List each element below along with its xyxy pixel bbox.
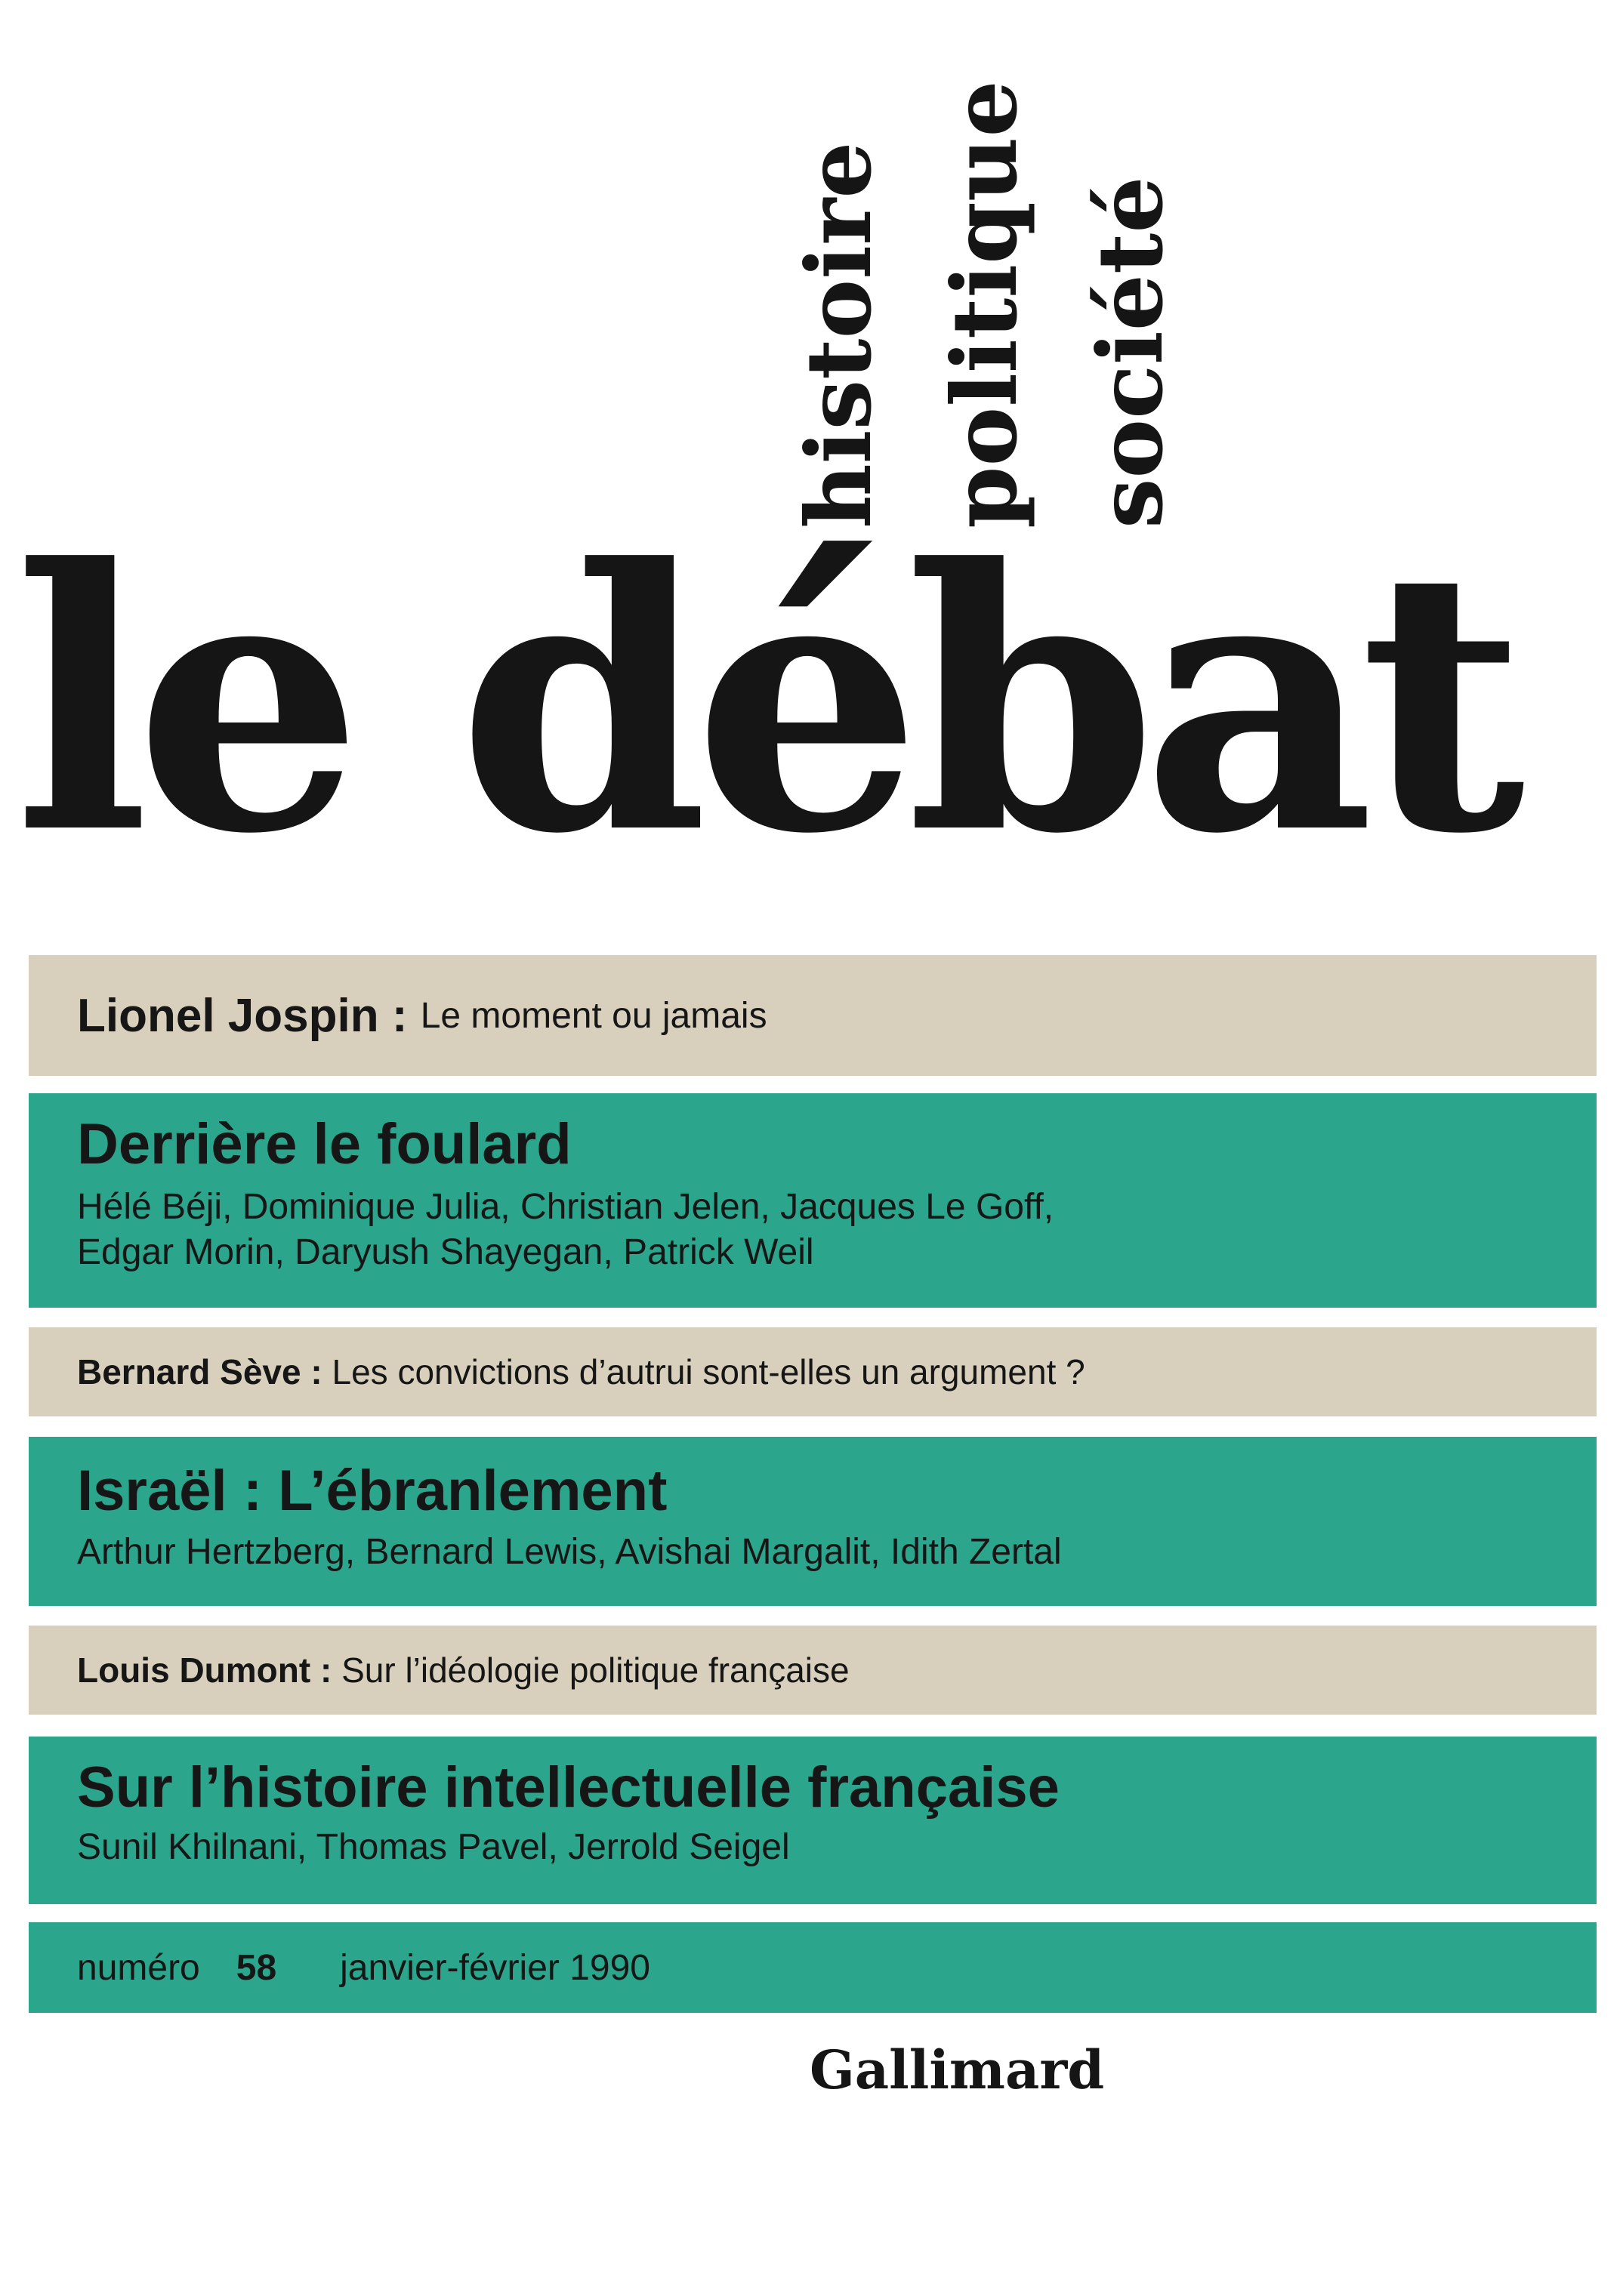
issue-band (29, 1922, 1597, 2013)
feature-title: Sur l’idéologie politique française (341, 1650, 850, 1690)
dossier-band-israel (29, 1437, 1597, 1606)
feature-author: Louis Dumont (77, 1650, 311, 1690)
dossier-band-foulard (29, 1093, 1597, 1308)
feature-band-jospin (29, 955, 1597, 1076)
feature-separator: : (301, 1352, 332, 1391)
dossier-contributors: Sunil Khilnani, Thomas Pavel, Jerrold Seigel (77, 1827, 790, 1868)
issue-number: 58 (236, 1947, 277, 1988)
dossier-heading: Sur l’histoire intellectuelle française (77, 1755, 1060, 1820)
feature-separator: : (378, 989, 421, 1042)
series-word-politique: politique (932, 80, 1037, 529)
series-word-societe: société (1078, 176, 1183, 529)
dossier-contributors: Arthur Hertzberg, Bernard Lewis, Avishai Margalit, Idith Zertal (77, 1532, 1062, 1573)
issue-date: janvier-février 1990 (340, 1947, 650, 1988)
dossier-heading: Israël : L’ébranlement (77, 1459, 668, 1523)
dossier-contributors-line-1: Hélé Béji, Dominique Julia, Christian Jelen, Jacques Le Goff, (77, 1187, 1054, 1228)
feature-band-seve (29, 1327, 1597, 1416)
feature-title: Le moment ou jamais (420, 995, 767, 1036)
feature-separator: : (310, 1650, 342, 1690)
feature-band-dumont (29, 1626, 1597, 1715)
masthead-title: le débat (14, 492, 1510, 913)
dossier-contributors-line-2: Edgar Morin, Daryush Shayegan, Patrick Weil (77, 1232, 814, 1273)
dossier-band-histoire-intellectuelle (29, 1737, 1597, 1904)
dossier-heading: Derrière le foulard (77, 1112, 572, 1176)
publisher-logo-text: Gallimard (810, 2039, 1105, 2101)
feature-title: Les convictions d’autrui sont-elles un argument ? (332, 1352, 1085, 1391)
issue-label: numéro (77, 1947, 200, 1988)
series-word-histoire: histoire (786, 141, 891, 529)
feature-author: Bernard Sève (77, 1352, 301, 1391)
feature-author: Lionel Jospin (77, 989, 379, 1042)
